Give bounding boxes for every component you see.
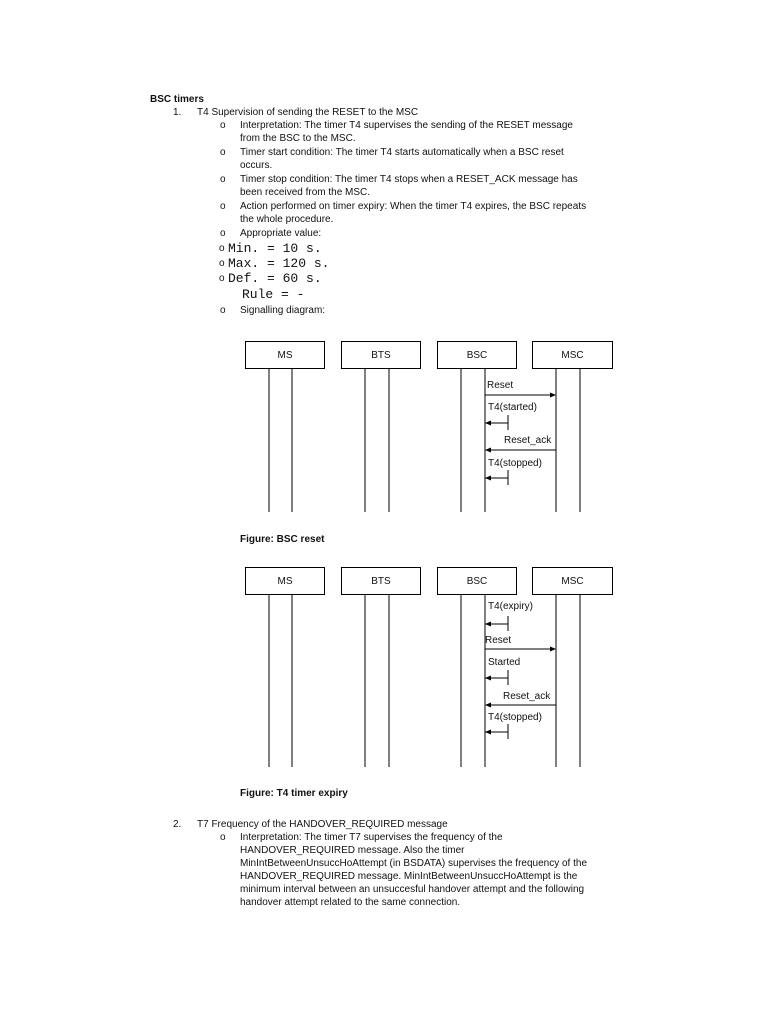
item1-number: 1.	[173, 107, 182, 118]
item2-title: T7 Frequency of the HANDOVER_REQUIRED message	[197, 819, 448, 830]
item2-line-1: Interpretation: The timer T7 supervises the frequency of the	[240, 832, 503, 843]
default-value: Def. = 60 s.	[228, 271, 322, 286]
start-condition-line-1: Timer start condition: The timer T4 starts automatically when a BSC reset	[240, 147, 564, 158]
appropriate-value: Appropriate value:	[240, 228, 322, 239]
stop-condition-line-1: Timer stop condition: The timer T4 stops when a RESET_ACK message has	[240, 174, 578, 185]
entity-msc: MSC	[532, 567, 613, 595]
item2-line-2: HANDOVER_REQUIRED message. Also the timer	[240, 845, 465, 856]
interpretation-line-2: from the BSC to the MSC.	[240, 133, 356, 144]
max-value: Max. = 120 s.	[228, 256, 330, 271]
figure-caption-bsc-reset: Figure: BSC reset	[240, 534, 325, 545]
start-condition-line-2: occurs.	[240, 160, 273, 171]
reset-ack-arrowhead	[485, 703, 491, 708]
bullet-marker: o	[220, 201, 226, 212]
stop-condition-line-2: been received from the MSC.	[240, 187, 371, 198]
bullet-marker: o	[219, 273, 225, 284]
item2-line-4: HANDOVER_REQUIRED message. MinIntBetweenUnsuccHoAttempt is the	[240, 871, 578, 882]
min-value: Min. = 10 s.	[228, 241, 322, 256]
bullet-marker: o	[220, 305, 226, 316]
label-reset-ack: Reset_ack	[503, 691, 551, 702]
entity-ms: MS	[245, 341, 325, 369]
label-t4-stopped: T4(stopped)	[488, 458, 542, 469]
entity-msc: MSC	[532, 341, 613, 369]
entity-bsc: BSC	[437, 567, 517, 595]
bullet-marker: o	[220, 120, 226, 131]
label-started: Started	[488, 657, 521, 668]
entity-bsc: BSC	[437, 341, 517, 369]
reset-arrowhead	[550, 647, 556, 652]
action-line-1: Action performed on timer expiry: When the timer T4 expires, the BSC repeats	[240, 201, 587, 212]
label-reset: Reset	[487, 380, 514, 391]
action-line-2: the whole procedure.	[240, 214, 334, 225]
entity-ms: MS	[245, 567, 325, 595]
rule-value: Rule = -	[242, 287, 305, 302]
item2-line-5: minimum interval between an unsuccesful handover attempt and the following	[240, 884, 585, 895]
bullet-marker: o	[219, 243, 225, 254]
bullet-marker: o	[220, 147, 226, 158]
label-t4-stopped: T4(stopped)	[488, 712, 542, 723]
interpretation-line-1: Interpretation: The timer T4 supervises the sending of the RESET message	[240, 120, 573, 131]
label-t4-expiry: T4(expiry)	[488, 601, 534, 612]
figure-caption-t4-expiry: Figure: T4 timer expiry	[240, 788, 348, 799]
signalling-diagram-label: Signalling diagram:	[240, 305, 326, 316]
bullet-marker: o	[220, 174, 226, 185]
item2-line-6: handover attempt related to the same connection.	[240, 897, 461, 908]
item1-title: T4 Supervision of sending the RESET to the MSC	[197, 107, 419, 118]
item2-line-3: MinIntBetweenUnsuccHoAttempt (in BSDATA) supervises the frequency of the	[240, 858, 588, 869]
bullet-marker: o	[220, 228, 226, 239]
entity-bts: BTS	[341, 341, 421, 369]
label-t4-started: T4(started)	[488, 402, 537, 413]
label-reset: Reset	[485, 635, 512, 646]
section-title: BSC timers	[150, 94, 204, 105]
label-reset-ack: Reset_ack	[504, 435, 552, 446]
bullet-marker: o	[220, 832, 226, 843]
bullet-marker: o	[219, 258, 225, 269]
entity-bts: BTS	[341, 567, 421, 595]
item2-number: 2.	[173, 819, 182, 830]
